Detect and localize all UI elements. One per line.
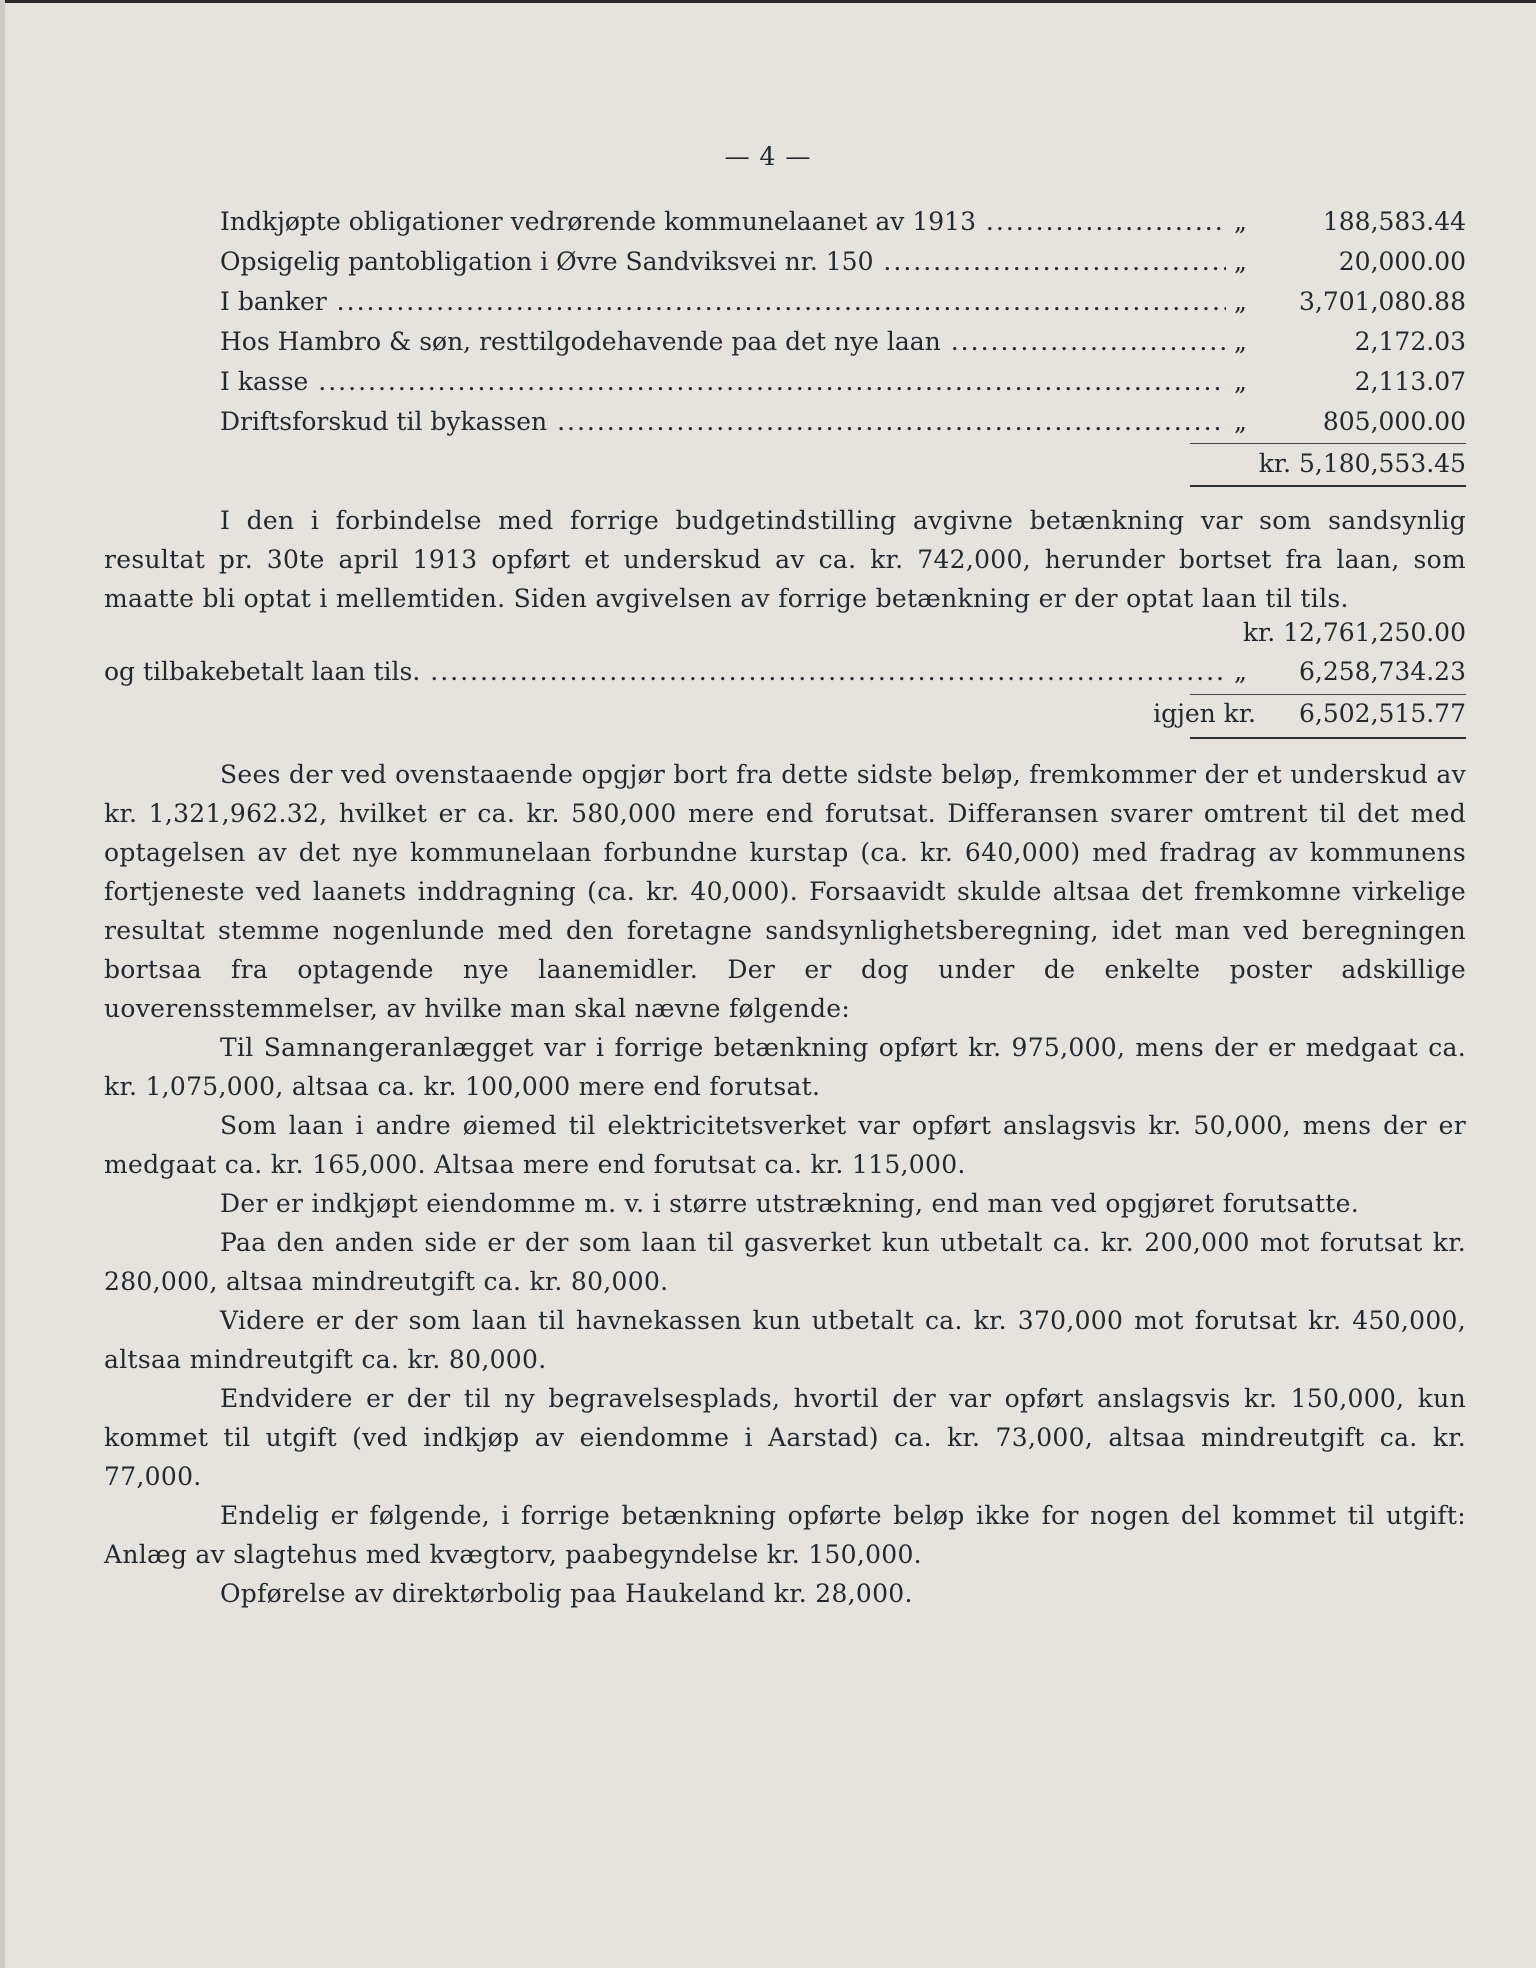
- ledger-row-label: Opsigelig pantobligation i Øvre Sandviksvei nr. 150 .....: [220, 247, 1226, 276]
- page-content: [104, 203, 1466, 1613]
- ledger-row-amount: 3,701,080.88: [1299, 287, 1466, 316]
- loan-taken-row: [104, 618, 1466, 657]
- ledger-row-label: Indkjøpte obligationer vedrørende kommunelaanet av 1913 .....: [220, 207, 1226, 236]
- ledger-total: kr. 5,180,553.45: [1258, 449, 1466, 478]
- paragraph: Sees der ved ovenstaaende opgjør bort fra dette sidste beløp, fremkommer der et underskud av kr. 1,321,962.32, hvilket er ca. kr. 580,000 mere end forutsat. Differansen svarer omtrent til det med optagelsen av det nye kommunelaan forbundne kurstap (ca. kr. 640,000) med fradrag av kommunens fortjeneste ved laanets inddragning (ca. kr. 40,000). Forsaavidt skulde altsaa det fremkomne virkelige resultat stemme nogenlunde med den foretagne sandsynlighetsberegning, idet man ved beregningen bortsaa fra optagende nye laanemidler. Der er dog under de enkelte poster adskillige uoverensstemmelser, av hvilke man skal nævne følgende:: [104, 760, 1466, 1023]
- ditto-mark: „: [1234, 367, 1247, 396]
- total-underline: [1190, 737, 1466, 739]
- ledger: [104, 203, 1466, 487]
- page-number: — 4 —: [724, 142, 812, 171]
- paragraph: Der er indkjøpt eiendomme m. v. i større utstrækning, end man ved opgjøret forutsatte.: [220, 1189, 1359, 1218]
- loan-section: [104, 501, 1466, 755]
- ditto-mark: „: [1234, 247, 1247, 276]
- loan-balance-row: [104, 697, 1466, 755]
- ditto-mark: „: [1234, 407, 1247, 436]
- commentary: [104, 755, 1466, 1613]
- loan-repaid-amount: 6,258,734.23: [1299, 657, 1466, 686]
- loan-taken-amount: kr. 12,761,250.00: [1242, 618, 1466, 647]
- ledger-row-amount: 805,000.00: [1322, 407, 1466, 436]
- ledger-row-amount: 188,583.44: [1322, 207, 1466, 236]
- loan-balance-label: igjen kr.: [1153, 699, 1256, 728]
- paragraph: Til Samnangeranlægget var i forrige betænkning opført kr. 975,000, mens der er medgaat ca. kr. 1,075,000, altsaa ca. kr. 100,000 mere end forutsat.: [104, 1033, 1466, 1101]
- ledger-row: [104, 363, 1466, 403]
- loan-balance-amount: 6,502,515.77: [1299, 699, 1466, 728]
- scan-top-edge: [0, 0, 1536, 3]
- ditto-mark: „: [1234, 657, 1247, 686]
- ditto-mark: „: [1234, 287, 1247, 316]
- sum-rule: [1190, 443, 1466, 444]
- ledger-row-amount: 20,000.00: [1338, 247, 1466, 276]
- paragraph: Videre er der som laan til havnekassen kun utbetalt ca. kr. 370,000 mot forutsat kr. 450,000, altsaa mindreutgift ca. kr. 80,000.: [104, 1306, 1466, 1374]
- loan-repaid-label: og tilbakebetalt laan tils. .....: [104, 657, 1228, 686]
- loan-repaid-row: [104, 657, 1466, 697]
- ditto-mark: „: [1234, 207, 1247, 236]
- ledger-row-label: I banker .....: [220, 287, 1226, 316]
- ledger-row: [104, 283, 1466, 323]
- paragraph: I den i forbindelse med forrige budgetindstilling avgivne betænkning var som sandsynlig resultat pr. 30te april 1913 opført et underskud av ca. kr. 742,000, herunder bortset fra laan, som maatte bli optat i mellemtiden. Siden avgivelsen av forrige betænkning er der optat laan til tils.: [104, 506, 1466, 613]
- paragraph: Endelig er følgende, i forrige betænkning opførte beløp ikke for nogen del kommet til utgift: Anlæg av slagtehus med kvægtorv, paabegyndelse kr. 150,000.: [104, 1501, 1466, 1569]
- ledger-row: [104, 323, 1466, 363]
- sum-rule: [1190, 694, 1466, 695]
- ledger-row: [104, 403, 1466, 443]
- ledger-row-label: I kasse .....: [220, 367, 1226, 396]
- ditto-mark: „: [1234, 327, 1247, 356]
- paragraph: Som laan i andre øiemed til elektricitetsverket var opført anslagsvis kr. 50,000, mens der er medgaat ca. kr. 165,000. Altsaa mere end forutsat ca. kr. 115,000.: [104, 1111, 1466, 1179]
- ledger-row: [104, 203, 1466, 243]
- ledger-row-label: Driftsforskud til bykassen .....: [220, 407, 1226, 436]
- ledger-row: [104, 243, 1466, 283]
- scan-left-edge: [0, 0, 5, 1968]
- paragraph: Endvidere er der til ny begravelsesplads, hvortil der var opført anslagsvis kr. 150,000, kun kommet til utgift (ved indkjøp av eiendomme i Aarstad) ca. kr. 73,000, altsaa mindreutgift ca. kr. 77,000.: [104, 1384, 1466, 1491]
- ledger-row-amount: 2,172.03: [1354, 327, 1466, 356]
- total-underline: [1190, 485, 1466, 487]
- ledger-row-amount: 2,113.07: [1354, 367, 1466, 396]
- paragraph: Paa den anden side er der som laan til gasverket kun utbetalt ca. kr. 200,000 mot forutsat kr. 280,000, altsaa mindreutgift ca. kr. 80,000.: [104, 1228, 1466, 1296]
- ledger-total-row: [104, 443, 1466, 487]
- paragraph: Opførelse av direktørbolig paa Haukeland kr. 28,000.: [220, 1579, 913, 1608]
- ledger-row-label: Hos Hambro & søn, resttilgodehavende paa det nye laan .....: [220, 327, 1226, 356]
